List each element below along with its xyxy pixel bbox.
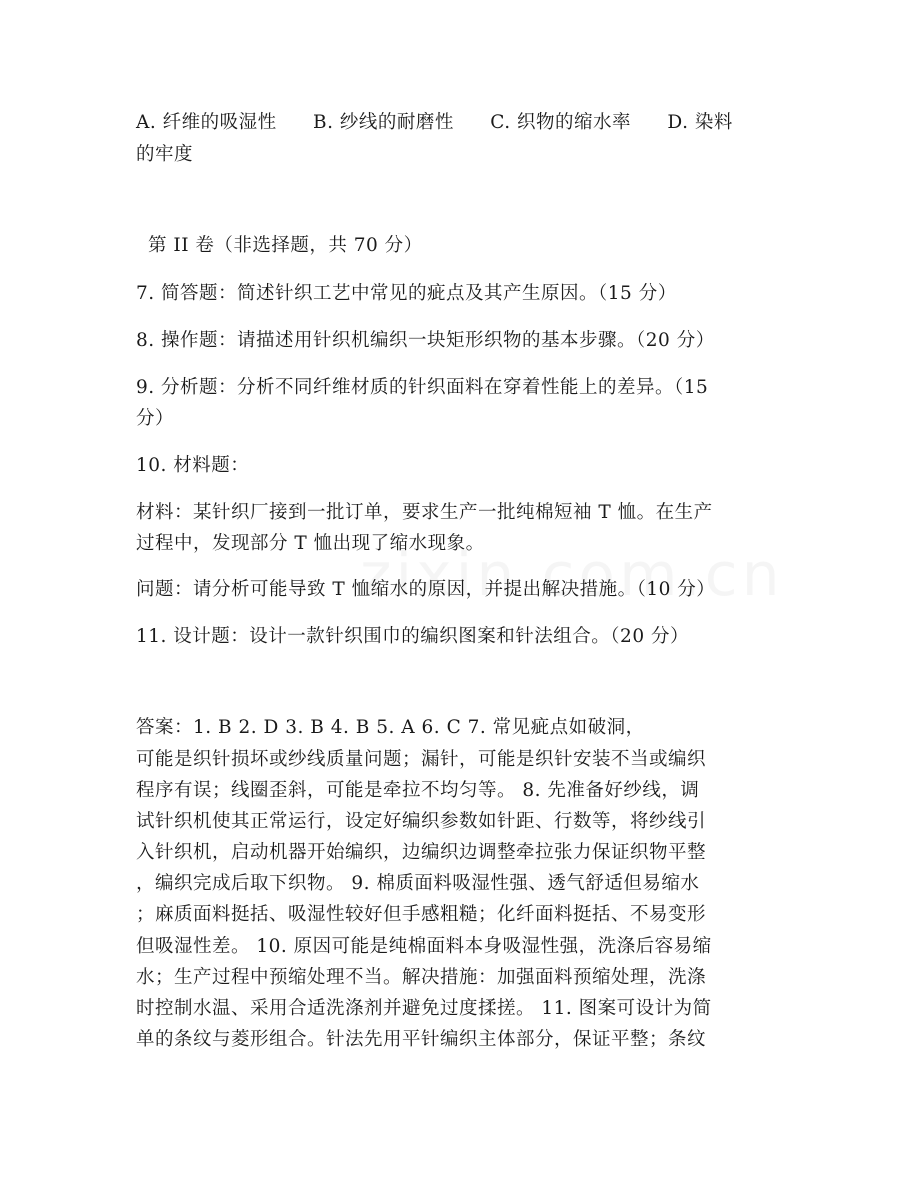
question-9-line-1: 9. 分析题：分析不同纤维材质的针织面料在穿着性能上的差异。（15	[136, 377, 709, 398]
question-7: 7. 简答题：简述针织工艺中常见的疵点及其产生原因。（15 分）	[136, 283, 677, 304]
option-b: B. 纱线的耐磨性	[313, 112, 454, 133]
answer-line: ；麻质面料挺括、吸湿性较好但手感粗糙；化纤面料挺括、不易变形	[136, 904, 707, 925]
answer-line: ，编织完成后取下织物。 9. 棉质面料吸湿性强、透气舒适但易缩水	[136, 873, 700, 894]
question-10: 10. 材料题：	[136, 455, 250, 476]
answer-line: 可能是织针损坏或纱线质量问题；漏针，可能是织针安装不当或编织	[136, 749, 707, 770]
answer-line: 时控制水温、采用合适洗涤剂并避免过度揉搓。 11. 图案可设计为简	[136, 998, 712, 1019]
material-line-2: 过程中，发现部分 T 恤出现了缩水现象。	[136, 533, 485, 554]
material-line-1: 材料：某针织厂接到一批订单，要求生产一批纯棉短袖 T 恤。在生产	[136, 502, 713, 523]
question-10-prompt: 问题：请分析可能导致 T 恤缩水的原因，并提出解决措施。（10 分）	[136, 579, 716, 600]
option-d-continuation: 的牢度	[136, 144, 194, 165]
answer-line: 程序有误；线圈歪斜，可能是牵拉不均匀等。 8. 先准备好纱线，调	[136, 780, 700, 801]
answer-line: 单的条纹与菱形组合。针法先用平针编织主体部分，保证平整；条纹	[136, 1029, 707, 1050]
question-8: 8. 操作题：请描述用针织机编织一块矩形织物的基本步骤。（20 分）	[136, 330, 715, 351]
answer-line: 答案：1. B 2. D 3. B 4. B 5. A 6. C 7. 常见疵点如破洞，	[136, 717, 645, 738]
answer-line: 入针织机，启动机器开始编织，边编织边调整牵拉张力保证织物平整	[136, 842, 707, 863]
answer-line: 但吸湿性差。 10. 原因可能是纯棉面料本身吸湿性强，洗涤后容易缩	[136, 936, 712, 957]
question-6-options	[136, 107, 796, 138]
question-11: 11. 设计题：设计一款针织围巾的编织图案和针法组合。（20 分）	[136, 626, 689, 647]
question-9-line-2: 分）	[136, 408, 175, 429]
option-a: A. 纤维的吸湿性	[136, 112, 277, 133]
section-2-title: 第 II 卷（非选择题，共 70 分）	[148, 235, 423, 256]
option-c: C. 织物的缩水率	[490, 112, 632, 133]
answer-line: 试针织机使其正常运行，设定好编织参数如针距、行数等，将纱线引	[136, 811, 707, 832]
option-d: D. 染料	[667, 112, 733, 133]
answer-line: 水；生产过程中预缩处理不当。解决措施：加强面料预缩处理，洗涤	[136, 967, 707, 988]
